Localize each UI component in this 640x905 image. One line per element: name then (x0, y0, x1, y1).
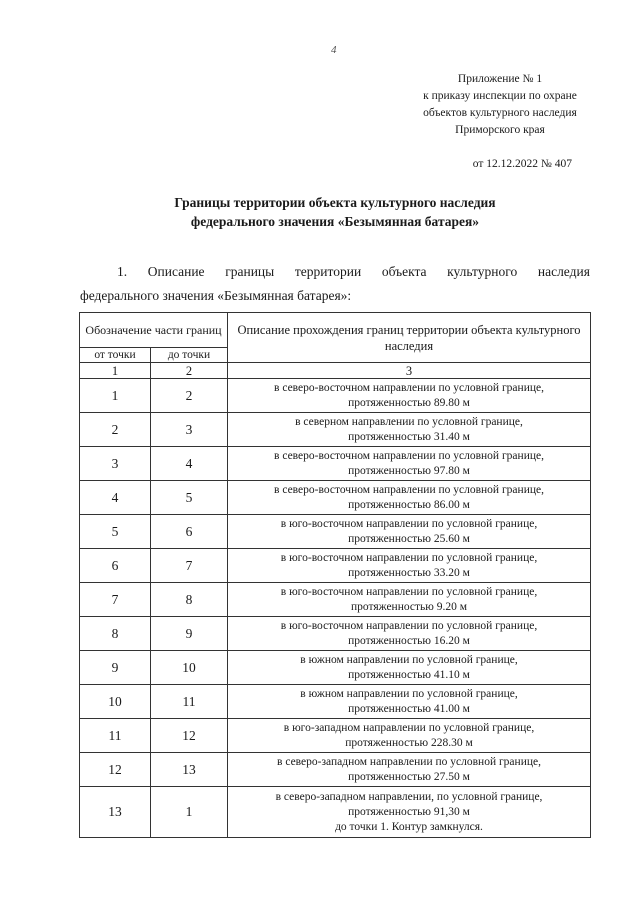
description-cell (228, 515, 591, 549)
page-number: 4 (331, 44, 337, 56)
paragraph-word: Описание (147, 264, 205, 279)
table-row (80, 753, 591, 787)
appendix-date: от 12.12.2022 № 407 (472, 158, 572, 170)
from-point-cell: 7 (80, 583, 151, 617)
to-point-cell: 5 (151, 481, 228, 515)
description-line: в юго-восточном направлении по условной границе, (280, 517, 538, 530)
from-point-cell: 6 (80, 549, 151, 583)
header-description: Описание прохождения границ территории объекта культурного наследия (228, 313, 591, 363)
from-point-cell: 1 (80, 379, 151, 413)
description-cell (228, 379, 591, 413)
table-row (80, 447, 591, 481)
paragraph-word: 1. (117, 264, 128, 279)
description-line: протяженностью 41.00 м (348, 702, 470, 715)
paragraph-word: границы (225, 264, 275, 279)
description-cell (228, 481, 591, 515)
description-cell (228, 719, 591, 753)
description-cell (228, 583, 591, 617)
column-number: 3 (228, 363, 591, 379)
to-point-cell: 4 (151, 447, 228, 481)
appendix-line: объектов культурного наследия (423, 107, 577, 119)
description-line: протяженностью 25.60 м (348, 532, 470, 545)
table-row (80, 379, 591, 413)
to-point-cell: 13 (151, 753, 228, 787)
table-row (80, 719, 591, 753)
appendix-line: Приморского края (455, 124, 545, 136)
from-point-cell: 11 (80, 719, 151, 753)
description-line: протяженностью 16.20 м (348, 634, 470, 647)
description-line: протяженностью 31.40 м (348, 430, 470, 443)
from-point-cell: 2 (80, 413, 151, 447)
header-from-point: от точки (80, 348, 151, 363)
table-row (80, 413, 591, 447)
intro-paragraph (80, 260, 590, 308)
column-number-row (80, 363, 591, 379)
to-point-cell: 3 (151, 413, 228, 447)
description-line: протяженностью 27.50 м (348, 770, 470, 783)
description-line: в юго-восточном направлении по условной границе, (280, 585, 538, 598)
description-line: протяженностью 33.20 м (348, 566, 470, 579)
paragraph-word: культурного (447, 264, 518, 279)
from-point-cell: 4 (80, 481, 151, 515)
from-point-cell: 5 (80, 515, 151, 549)
to-point-cell: 8 (151, 583, 228, 617)
description-line: протяженностью 9.20 м (350, 600, 468, 613)
paragraph-line-2: федерального значения «Безымянная батарея»: (80, 288, 352, 303)
paragraph-word: объекта (381, 264, 427, 279)
boundary-table (79, 312, 591, 838)
table-body (80, 363, 591, 838)
from-point-cell: 13 (80, 787, 151, 838)
appendix-line: к приказу инспекции по охране (423, 90, 577, 102)
table-row (80, 481, 591, 515)
table-row (80, 549, 591, 583)
description-line: в северо-восточном направлении по условной границе, (274, 449, 544, 462)
table-row (80, 651, 591, 685)
to-point-cell: 9 (151, 617, 228, 651)
header-to-point: до точки (151, 348, 228, 363)
description-cell (228, 447, 591, 481)
from-point-cell: 12 (80, 753, 151, 787)
table-row (80, 583, 591, 617)
table-row (80, 617, 591, 651)
to-point-cell: 12 (151, 719, 228, 753)
description-line: протяженностью 89.80 м (348, 396, 470, 409)
description-line: протяженностью 86.00 м (348, 498, 470, 511)
header-boundary-parts: Обозначение части границ (80, 313, 228, 348)
description-line: в северном направлении по условной границе, (295, 415, 523, 428)
description-line: протяженностью 41.10 м (348, 668, 470, 681)
table-row (80, 787, 591, 838)
to-point-cell: 2 (151, 379, 228, 413)
description-line: в северо-восточном направлении по условной границе, (274, 381, 544, 394)
table-row (80, 515, 591, 549)
from-point-cell: 3 (80, 447, 151, 481)
to-point-cell: 1 (151, 787, 228, 838)
description-line: в юго-восточном направлении по условной границе, (280, 619, 538, 632)
appendix-line: Приложение № 1 (457, 73, 543, 85)
description-cell (228, 787, 591, 838)
description-cell (228, 753, 591, 787)
to-point-cell: 7 (151, 549, 228, 583)
column-number: 2 (151, 363, 228, 379)
to-point-cell: 6 (151, 515, 228, 549)
from-point-cell: 10 (80, 685, 151, 719)
description-cell (228, 685, 591, 719)
description-cell (228, 651, 591, 685)
to-point-cell: 11 (151, 685, 228, 719)
description-line: в южном направлении по условной границе, (300, 653, 518, 666)
title-line-2: федерального значения «Безымянная батарея» (190, 214, 480, 229)
to-point-cell: 10 (151, 651, 228, 685)
from-point-cell: 8 (80, 617, 151, 651)
document-title (80, 193, 590, 231)
description-line: протяженностью 228.30 м (345, 736, 473, 749)
description-cell (228, 617, 591, 651)
paragraph-word: территории (294, 264, 362, 279)
description-line: в юго-восточном направлении по условной границе, (280, 551, 538, 564)
description-line: в южном направлении по условной границе, (300, 687, 518, 700)
description-line: протяженностью 97.80 м (348, 464, 470, 477)
description-line: в северо-восточном направлении по условной границе, (274, 483, 544, 496)
title-line-1: Границы территории объекта культурного наследия (174, 195, 496, 210)
description-line: в юго-западном направлении по условной границе, (283, 721, 535, 734)
from-point-cell: 9 (80, 651, 151, 685)
appendix-block (400, 71, 600, 173)
description-cell (228, 413, 591, 447)
description-line: в северо-западном направлении по условной границе, (277, 755, 541, 768)
description-line: до точки 1. Контур замкнулся. (335, 820, 483, 833)
description-line: протяженностью 91,30 м (348, 805, 470, 818)
description-line: в северо-западном направлении, по условной границе, (275, 790, 543, 803)
column-number: 1 (80, 363, 151, 379)
paragraph-word: наследия (537, 264, 590, 279)
paragraph-line-1 (80, 260, 590, 284)
description-cell (228, 549, 591, 583)
table-row (80, 685, 591, 719)
